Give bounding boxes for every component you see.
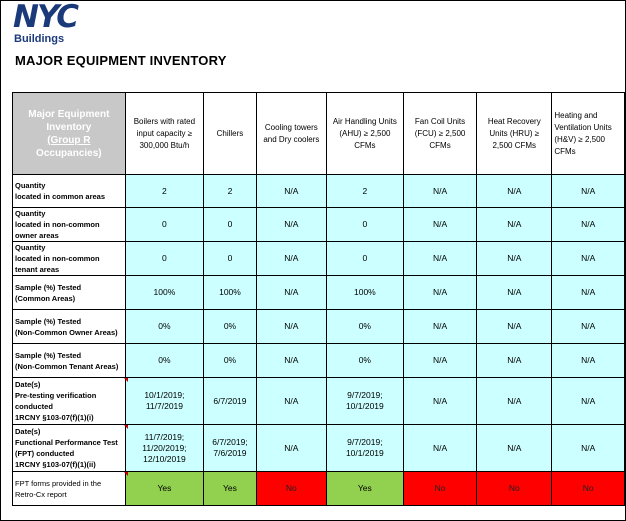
table-cell: 100% (204, 276, 257, 310)
logo-nyc-text: NYC (13, 0, 78, 35)
row-label: Date(s) Pre-testing verification conducted 1RCNY §103-07(f)(1)(i) (13, 378, 126, 425)
table-cell: 0 (204, 208, 257, 242)
table-cell: 0% (125, 310, 203, 344)
table-cell: 0% (326, 344, 403, 378)
table-cell: 2 (204, 175, 257, 208)
comment-marker (124, 472, 128, 476)
table-cell: N/A (256, 242, 326, 276)
column-header-fcu: Fan Coil Units (FCU) ≥ 2,500 CFMs (403, 93, 476, 175)
table-cell: N/A (256, 344, 326, 378)
table-cell: N/A (256, 310, 326, 344)
table-cell: 100% (125, 276, 203, 310)
table-cell: N/A (403, 208, 476, 242)
table-cell: 0 (125, 208, 203, 242)
status-cell-yes: Yes (125, 472, 203, 506)
table-cell: N/A (552, 310, 625, 344)
corner-line1: Major Equipment (28, 108, 110, 120)
status-cell-yes: Yes (204, 472, 257, 506)
table-cell: N/A (552, 378, 625, 425)
corner-occupancies: Occupancies) (36, 147, 102, 159)
table-cell: N/A (403, 310, 476, 344)
column-header-ahu: Air Handling Units (AHU) ≥ 2,500 CFMs (326, 93, 403, 175)
table-cell: N/A (477, 276, 552, 310)
table-cell: 2 (326, 175, 403, 208)
table-row (13, 175, 625, 208)
logo-buildings-text: Buildings (14, 33, 65, 45)
table-cell: N/A (256, 208, 326, 242)
column-header-boilers: Boilers with rated input capacity ≥ 300,000 Btu/h (125, 93, 203, 175)
row-label: Quantity located in common areas (13, 175, 126, 208)
table-cell: 2 (125, 175, 203, 208)
table-cell: 9/7/2019; 10/1/2019 (326, 425, 403, 472)
table-cell: N/A (477, 344, 552, 378)
table-cell: 9/7/2019; 10/1/2019 (326, 378, 403, 425)
row-label: Sample (%) Tested (Non-Common Tenant Areas) (13, 344, 126, 378)
table-cell: 0 (326, 208, 403, 242)
table-cell: N/A (477, 242, 552, 276)
row-label: FPT forms provided in the Retro-Cx report (13, 472, 126, 506)
comment-marker (124, 378, 128, 382)
table-row (13, 472, 625, 506)
corner-line2: Inventory (46, 121, 92, 133)
table-cell: N/A (552, 425, 625, 472)
table-cell: N/A (256, 276, 326, 310)
table-row (13, 378, 625, 425)
table-cell: N/A (477, 425, 552, 472)
table-cell: 0% (326, 310, 403, 344)
row-label: Sample (%) Tested (Common Areas) (13, 276, 126, 310)
table-cell: N/A (477, 310, 552, 344)
table-row (13, 425, 625, 472)
status-cell-no: No (552, 472, 625, 506)
table-cell: 0% (204, 310, 257, 344)
table-cell: N/A (477, 378, 552, 425)
table-cell: 6/7/2019; 7/6/2019 (204, 425, 257, 472)
table-cell: N/A (552, 208, 625, 242)
table-cell: 10/1/2019; 11/7/2019 (125, 378, 203, 425)
table-cell: 100% (326, 276, 403, 310)
table-cell: N/A (552, 175, 625, 208)
table-cell: N/A (403, 175, 476, 208)
table-cell: N/A (403, 425, 476, 472)
table-row (13, 208, 625, 242)
table-cell: N/A (256, 175, 326, 208)
table-row (13, 344, 625, 378)
row-label: Sample (%) Tested (Non-Common Owner Areas) (13, 310, 126, 344)
column-header-cooling-towers: Cooling towers and Dry coolers (256, 93, 326, 175)
table-cell: N/A (552, 344, 625, 378)
table-cell: 0 (326, 242, 403, 276)
status-cell-yes: Yes (326, 472, 403, 506)
table-row (13, 310, 625, 344)
table-cell: 6/7/2019 (204, 378, 257, 425)
table-cell: N/A (403, 378, 476, 425)
table-cell: N/A (403, 276, 476, 310)
status-cell-no: No (256, 472, 326, 506)
table-cell: N/A (477, 208, 552, 242)
row-label: Quantity located in non-common owner areas (13, 208, 126, 242)
status-cell-no: No (477, 472, 552, 506)
column-header-hv: Heating and Ventilation Units (H&V) ≥ 2,500 CFMs (552, 93, 625, 175)
group-r-link[interactable]: (Group R (47, 134, 91, 146)
table-cell: N/A (256, 425, 326, 472)
corner-header-cell (13, 93, 126, 175)
comment-marker (124, 425, 128, 429)
table-row (13, 276, 625, 310)
column-header-chillers: Chillers (204, 93, 257, 175)
header-row (13, 93, 625, 175)
table-cell: N/A (477, 175, 552, 208)
table-cell: 0% (204, 344, 257, 378)
status-cell-no: No (403, 472, 476, 506)
table-cell: N/A (256, 378, 326, 425)
row-label: Quantity located in non-common tenant areas (13, 242, 126, 276)
table-cell: N/A (552, 242, 625, 276)
table-row (13, 242, 625, 276)
table-cell: 0 (125, 242, 203, 276)
table-cell: 0% (125, 344, 203, 378)
table-cell: N/A (552, 276, 625, 310)
column-header-hru: Heat Recovery Units (HRU) ≥ 2,500 CFMs (477, 93, 552, 175)
equipment-inventory-table (12, 92, 625, 506)
page-title: MAJOR EQUIPMENT INVENTORY (15, 53, 227, 68)
row-label: Date(s) Functional Performance Test (FPT) conducted 1RCNY §103-07(f)(1)(ii) (13, 425, 126, 472)
nyc-buildings-logo (13, 0, 113, 46)
table-cell: N/A (403, 344, 476, 378)
table-cell: N/A (403, 242, 476, 276)
table-cell: 0 (204, 242, 257, 276)
table-cell: 11/7/2019; 11/20/2019; 12/10/2019 (125, 425, 203, 472)
